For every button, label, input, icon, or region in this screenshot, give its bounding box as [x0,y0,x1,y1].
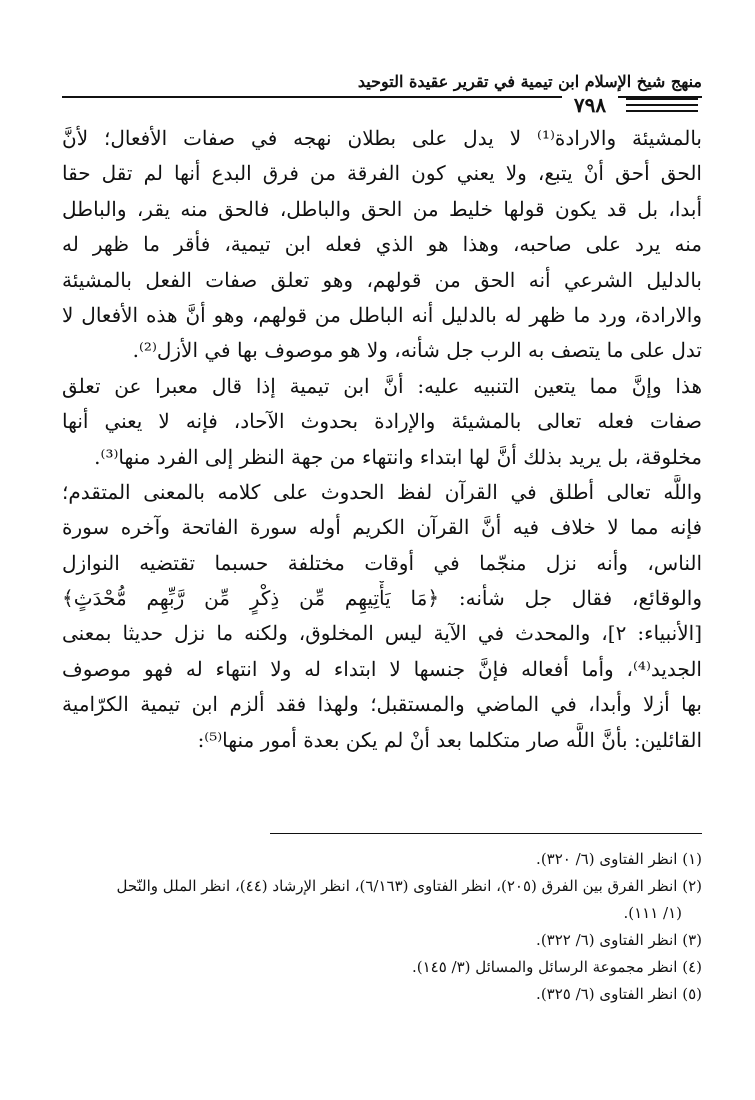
text-line: هذا وإنَّ مما يتعين التنبيه عليه: أنَّ ابن تيمية إذا قال معبرا عن تعلق [62,373,702,398]
text-line: فإنه مما لا خلاف فيه أنَّ القرآن الكريم أوله سورة الفاتحة وآخره سورة [62,515,702,540]
text-line: الحق أحق أنْ يتبع، ولا يعني كون الفرقة من فرق البدع أنها لم تقل حقا [62,161,702,186]
footnote-3: (٣) انظر الفتاوى (٦/ ٣٢٢). [536,931,702,949]
main-text [62,121,702,758]
text-line: بها أزلا وأبدا، في الماضي والمستقبل؛ ولهذا فقد ألزم ابن تيمية الكرّامية [62,692,702,717]
footnote-4: (٤) انظر مجموعة الرسائل والمسائل (٣/ ١٤٥). [411,958,702,976]
text-line: والارادة، ورد ما ظهر له بالدليل أنه الباطل من قولهم، وهو أنَّ هذه الأفعال لا [62,302,702,327]
running-title: منهج شيخ الإسلام ابن تيمية في تقرير عقيدة التوحيد [357,72,702,91]
text-line: مخلوقة، بل يريد بذلك أنَّ لها ابتداء وانتهاء من جهة النظر إلى الفرد منها⁽³⁾. [94,444,702,469]
text-line: القائلين: بأنَّ اللَّه صار متكلما بعد أنْ لم يكن بعدة أمور منها⁽⁵⁾: [197,727,702,752]
footnote-rule [270,833,702,834]
footnote-5: (٥) انظر الفتاوى (٦/ ٣٢٥). [536,985,702,1003]
text-line: [الأنبياء: ٢]، والمحدث في الآية ليس المخلوق، ولكنه ما نزل حديثا بمعنى [62,621,702,646]
text-line: الجديد⁽⁴⁾، وأما أفعاله فإنَّ جنسها لا ابتداء له ولا انتهاء له فهو موصوف [62,656,702,681]
text-line: أبدا، بل قد يكون قولها خليط من الحق والباطل، فالحق منه يقر، والباطل [62,196,702,221]
footnote-2: (٢) انظر الفرق بين الفرق (٢٠٥)، انظر الفتاوى (٦/١٦٣)، انظر الإرشاد (٤٤)، انظر الملل والنّحل [116,877,702,895]
text-line: بالدليل الشرعي أنه الحق من قولهم، وهو تعلق صفات الفعل بالمشيئة [62,267,702,292]
text-line: صفات فعله تعالى بالمشيئة والإرادة بحدوث الآحاد، فإنه لا يعني أنها [62,409,702,434]
quran-verse-line: والوقائع، فقال جل شأنه: ﴿مَا يَأْتِيهِم مِّن ذِكْرٍ مِّن رَّبِّهِم مُّحْدَثٍ﴾ [62,586,702,611]
text-line: واللَّه تعالى أطلق في القرآن لفظ الحدوث على كلامه بالمعنى المتقدم؛ [62,479,702,504]
page-number-ornament [626,98,698,116]
page-number: ٧٩٨ [562,94,618,116]
footnote-2-continued: (١/ ١١١). [623,904,682,922]
footnote-1: (١) انظر الفتاوى (٦/ ٣٢٠). [536,850,702,868]
text-line: الناس، وأنه نزل منجّما في أوقات مختلفة حسبما تقتضيه النوازل [62,550,702,575]
footnotes [62,846,702,1008]
text-line: منه يرد على صاحبه، وهذا هو الذي فعله ابن تيمية، فأقر ما ظهر له [62,232,702,257]
text-line: بالمشيئة والارادة⁽¹⁾ لا يدل على بطلان نهجه في صفات الأفعال؛ لأنَّ [62,126,702,150]
text-line: تدل على ما يتصف به الرب جل شأنه، ولا هو موصوف بها في الأزل⁽²⁾. [132,338,702,363]
